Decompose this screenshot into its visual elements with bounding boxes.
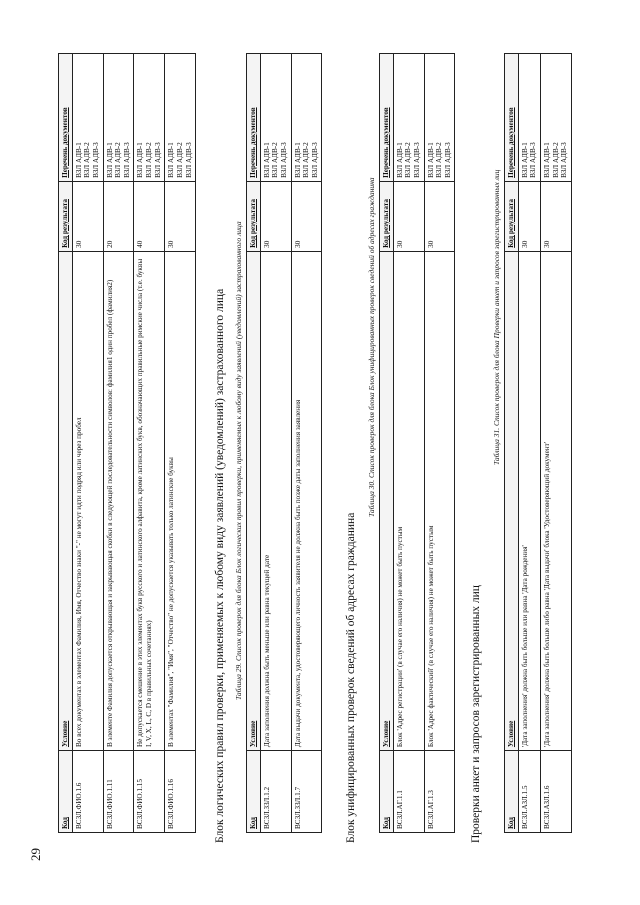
cell-code: ВСЗЛ.ЗЗЛ.1.7 xyxy=(291,751,322,833)
cell-condition: В элементе Фамилия допускается открывающая и закрывающая скобки в следующей последовательности символов: фамилия1 один пробел (фамилия2) xyxy=(103,251,134,750)
cell-result: 30 xyxy=(291,181,322,251)
doc-item: ВЗЛ АДВ-1 xyxy=(167,142,176,178)
cell-condition: 'Дата заполнения' должна быть больше или равна 'Дата рождения' xyxy=(518,251,540,750)
doc-item: ВЗЛ АДВ-2 xyxy=(302,142,311,178)
table-caption-30: Таблица 30. Список проверок для блока Блок унифицированных проверок сведений об адресах гражданина xyxy=(367,177,376,517)
header-docs: Перечень документов xyxy=(247,54,261,182)
doc-item: ВЗЛ АДВ-2 xyxy=(271,142,280,178)
table-row xyxy=(165,54,196,833)
doc-item: ВЗЛ АДВ-3 xyxy=(153,142,162,178)
cell-code: ВСЗЛ.ФИО.1.6 xyxy=(72,751,103,833)
cell-result: 20 xyxy=(103,181,134,251)
doc-item: ВЗЛ АДВ-1 xyxy=(74,142,83,178)
cell-code: ВСЗЛ.ЗЗЛ.1.2 xyxy=(260,751,291,833)
doc-item: ВЗЛ АДВ-1 xyxy=(426,142,435,178)
table-row xyxy=(424,54,455,833)
cell-code: ВСЗЛ.ФИО.1.11 xyxy=(103,751,134,833)
cell-docs xyxy=(260,54,291,182)
cell-code: ВСЗЛ.ФИО.1.16 xyxy=(165,751,196,833)
cell-docs xyxy=(540,54,571,182)
doc-item: ВЗЛ АДВ-2 xyxy=(145,142,154,178)
table-row xyxy=(393,54,424,833)
cell-condition: Блок 'Адрес фактический' (в случае его наличия) не может быть пустым xyxy=(424,251,455,750)
cell-docs xyxy=(424,54,455,182)
cell-docs xyxy=(103,54,134,182)
table-row xyxy=(291,54,322,833)
cell-result: 30 xyxy=(165,181,196,251)
cell-condition: Дата заполнения должна быть меньше или равна текущей дате xyxy=(260,251,291,750)
doc-item: ВЗЛ АДВ-3 xyxy=(122,142,131,178)
table-row xyxy=(260,54,291,833)
header-condition: Условие xyxy=(247,251,261,750)
cell-condition: 'Дата заполнения' должна быть больше либо равна 'Дата выдачи' блока 'Удостоверяющий документ' xyxy=(540,251,571,750)
cell-docs xyxy=(165,54,196,182)
cell-condition: В элементах "Фамилия", "Имя", "Отчество" не допускается указывать только латинские буквы xyxy=(165,251,196,750)
cell-docs xyxy=(518,54,540,182)
header-code: Код xyxy=(59,751,73,833)
doc-item: ВЗЛ АДВ-1 xyxy=(542,142,551,178)
doc-item: ВЗЛ АДВ-1 xyxy=(395,142,404,178)
cell-code: ВСЗЛ.АЗЛ.1.5 xyxy=(518,751,540,833)
doc-item: ВЗЛ АДВ-3 xyxy=(184,142,193,178)
doc-item: ВЗЛ АДВ-2 xyxy=(404,142,413,178)
table-row xyxy=(72,54,103,833)
cell-result: 30 xyxy=(540,181,571,251)
section-title-logic: Блок логических правил проверки, применяемых к любому виду заявлений (уведомлений) застрахованного лица xyxy=(214,288,226,843)
doc-item: ВЗЛ АДВ-2 xyxy=(435,142,444,178)
cell-result: 30 xyxy=(393,181,424,251)
doc-item: ВЗЛ АДВ-3 xyxy=(443,142,452,178)
doc-item: ВЗЛ АДВ-2 xyxy=(83,142,92,178)
cell-code: ВСЗЛ.ФИО.1.15 xyxy=(134,751,165,833)
header-condition: Условие xyxy=(505,251,519,750)
header-docs: Перечень документов xyxy=(59,54,73,182)
cell-result: 30 xyxy=(72,181,103,251)
doc-item: ВЗЛ АДВ-3 xyxy=(310,142,319,178)
cell-condition: Дата выдачи документа, удостоверяющего личность заявителя не должна быть позже даты заполнения заявления xyxy=(291,251,322,750)
cell-condition: Во всех документах в элементах Фамилия, Имя, Отчество знаки "-" не могут идти подряд или через пробел xyxy=(72,251,103,750)
table-caption-29: Таблица 29. Список проверок для блока Блок логических правил проверки, применяемых к любому виду заявлений (уведомлений) застрахованного лица xyxy=(234,221,243,700)
doc-item: ВЗЛ АДВ-1 xyxy=(262,142,271,178)
doc-item: ВЗЛ АДВ-3 xyxy=(91,142,100,178)
header-code: Код xyxy=(247,751,261,833)
cell-result: 30 xyxy=(424,181,455,251)
header-result: Код результата xyxy=(380,181,394,251)
doc-item: ВЗЛ АДВ-2 xyxy=(551,142,560,178)
header-docs: Перечень документов xyxy=(380,54,394,182)
cell-docs xyxy=(134,54,165,182)
doc-item: ВЗЛ АДВ-1 xyxy=(520,142,529,178)
section-title-anketa: Проверки анкет и запросов зарегистрированных лиц xyxy=(470,585,482,843)
cell-result: 30 xyxy=(518,181,540,251)
cell-result: 30 xyxy=(260,181,291,251)
table-anketa-checks xyxy=(504,53,572,833)
table-row xyxy=(540,54,571,833)
cell-docs xyxy=(393,54,424,182)
doc-item: ВЗЛ АДВ-1 xyxy=(105,142,114,178)
header-condition: Условие xyxy=(59,251,73,750)
cell-condition: Блок 'Адрес регистрации' (в случае его наличия) не может быть пустым xyxy=(393,251,424,750)
table-row xyxy=(518,54,540,833)
header-condition: Условие xyxy=(380,251,394,750)
doc-item: ВЗЛ АДВ-1 xyxy=(293,142,302,178)
header-code: Код xyxy=(505,751,519,833)
cell-docs xyxy=(291,54,322,182)
header-code: Код xyxy=(380,751,394,833)
cell-code: ВСЗЛ.АГ.1.3 xyxy=(424,751,455,833)
cell-docs xyxy=(72,54,103,182)
doc-item: ВЗЛ АДВ-3 xyxy=(412,142,421,178)
section-title-address: Блок унифицированных проверок сведений об адресах гражданина xyxy=(345,512,357,843)
cell-condition: Не допускается смешение в этих элементах букв русского и латинского алфавита, кроме латинских букв, обозначающих правильные римские числа (т.е. буквы I, V, X, L, C, D в правильных сочетаниях) xyxy=(134,251,165,750)
header-result: Код результата xyxy=(505,181,519,251)
doc-item: ВЗЛ АДВ-1 xyxy=(136,142,145,178)
header-result: Код результата xyxy=(59,181,73,251)
table-row xyxy=(134,54,165,833)
doc-item: ВЗЛ АДВ-3 xyxy=(279,142,288,178)
doc-item: ВЗЛ АДВ-3 xyxy=(560,142,569,178)
cell-code: ВСЗЛ.АГ.1.1 xyxy=(393,751,424,833)
page-number: 29 xyxy=(28,848,43,861)
doc-item: ВЗЛ АДВ-3 xyxy=(529,142,538,178)
table-row xyxy=(103,54,134,833)
cell-code: ВСЗЛ.АЗЛ.1.6 xyxy=(540,751,571,833)
header-docs: Перечень документов xyxy=(505,54,519,182)
header-result: Код результата xyxy=(247,181,261,251)
cell-result: 40 xyxy=(134,181,165,251)
doc-item: ВЗЛ АДВ-2 xyxy=(176,142,185,178)
table-address-checks xyxy=(379,53,455,833)
doc-item: ВЗЛ АДВ-2 xyxy=(114,142,123,178)
table-fio-checks xyxy=(58,53,196,833)
table-logic-checks xyxy=(246,53,322,833)
table-caption-31: Таблица 31. Список проверок для блока Проверки анкет и запросов зарегистрированных лиц xyxy=(492,169,501,465)
